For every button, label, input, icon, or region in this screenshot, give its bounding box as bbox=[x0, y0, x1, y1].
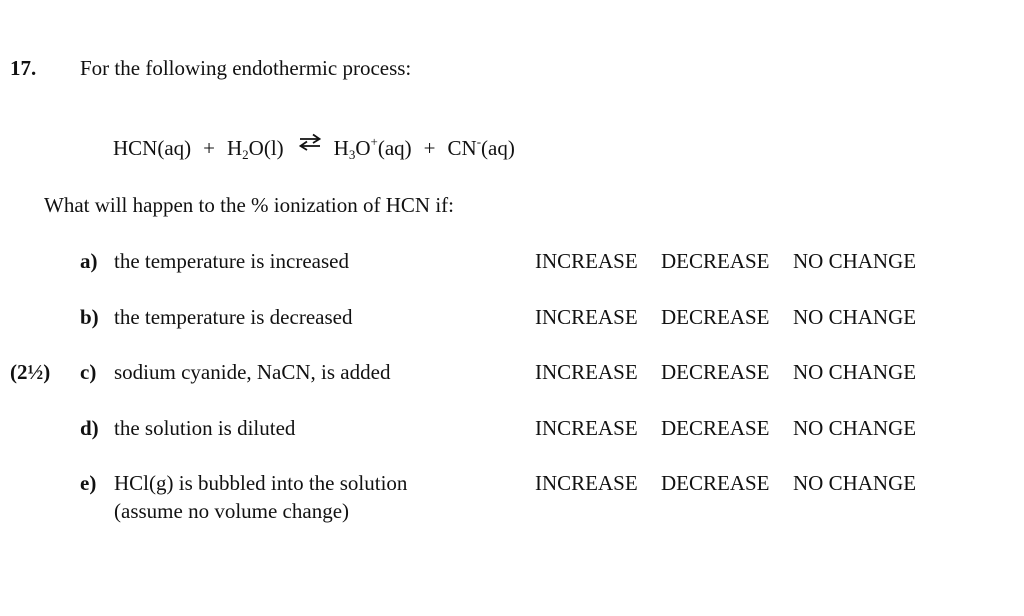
item-d-decrease-option[interactable]: DECREASE bbox=[661, 416, 770, 440]
question-number: 17. bbox=[10, 56, 37, 80]
item-b-choices bbox=[535, 305, 916, 330]
item-e-decrease-option[interactable]: DECREASE bbox=[661, 471, 770, 495]
plus-sign: + bbox=[423, 136, 436, 160]
question-stem: For the following endothermic process: bbox=[80, 56, 412, 80]
equilibrium-equation bbox=[113, 134, 515, 163]
item-e-text: HCl(g) is bubbled into the solution bbox=[114, 471, 408, 495]
hydronium-subscript: 3 bbox=[348, 147, 356, 162]
water-rest: O(l) bbox=[248, 136, 284, 160]
item-d-increase-option[interactable]: INCREASE bbox=[535, 416, 638, 440]
item-a-text: the temperature is increased bbox=[114, 249, 349, 273]
item-a-letter: a) bbox=[80, 249, 98, 273]
item-d-choices bbox=[535, 416, 916, 441]
item-c-decrease-option[interactable]: DECREASE bbox=[661, 360, 770, 384]
item-c-no-change-option[interactable]: NO CHANGE bbox=[793, 360, 917, 384]
item-a-decrease-option[interactable]: DECREASE bbox=[661, 249, 770, 273]
item-d-letter: d) bbox=[80, 416, 99, 440]
reactant-hcn: HCN(aq) bbox=[113, 136, 192, 160]
item-e-increase-option[interactable]: INCREASE bbox=[535, 471, 638, 495]
item-b-letter: b) bbox=[80, 305, 99, 329]
item-d-no-change-option[interactable]: NO CHANGE bbox=[793, 416, 917, 440]
plus-sign: + bbox=[203, 136, 215, 160]
item-e-subtext: (assume no volume change) bbox=[114, 499, 350, 523]
reactant-water bbox=[227, 136, 284, 163]
item-b-no-change-option[interactable]: NO CHANGE bbox=[793, 305, 917, 329]
item-e-choices bbox=[535, 471, 916, 496]
cyanide-charge: - bbox=[476, 134, 482, 149]
item-b-text: the temperature is decreased bbox=[114, 305, 353, 329]
item-a-increase-option[interactable]: INCREASE bbox=[535, 249, 638, 273]
item-b-increase-option[interactable]: INCREASE bbox=[535, 305, 638, 329]
item-d-text: the solution is diluted bbox=[114, 416, 296, 440]
item-c-choices bbox=[535, 360, 916, 385]
product-cyanide bbox=[448, 134, 515, 161]
equilibrium-arrows-icon bbox=[298, 132, 322, 150]
water-h: H bbox=[227, 136, 243, 160]
hydronium-state: (aq) bbox=[377, 136, 412, 160]
item-c-increase-option[interactable]: INCREASE bbox=[535, 360, 638, 384]
item-c-text: sodium cyanide, NaCN, is added bbox=[114, 360, 391, 384]
question-prompt: What will happen to the % ionization of HCN if: bbox=[44, 193, 454, 217]
hydronium-charge: + bbox=[370, 134, 378, 149]
item-e-no-change-option[interactable]: NO CHANGE bbox=[793, 471, 917, 495]
cyanide-state: (aq) bbox=[481, 136, 515, 160]
item-b-decrease-option[interactable]: DECREASE bbox=[661, 305, 770, 329]
item-e-letter: e) bbox=[80, 471, 97, 495]
cyanide-cn: CN bbox=[447, 136, 477, 160]
points-value: (2½) bbox=[10, 360, 51, 384]
water-subscript: 2 bbox=[242, 147, 249, 162]
hydronium-h: H bbox=[333, 136, 349, 160]
hydronium-o: O bbox=[355, 136, 371, 160]
product-hydronium bbox=[334, 134, 412, 163]
item-c-letter: c) bbox=[80, 360, 97, 384]
item-a-choices bbox=[535, 249, 916, 274]
item-a-no-change-option[interactable]: NO CHANGE bbox=[793, 249, 917, 273]
